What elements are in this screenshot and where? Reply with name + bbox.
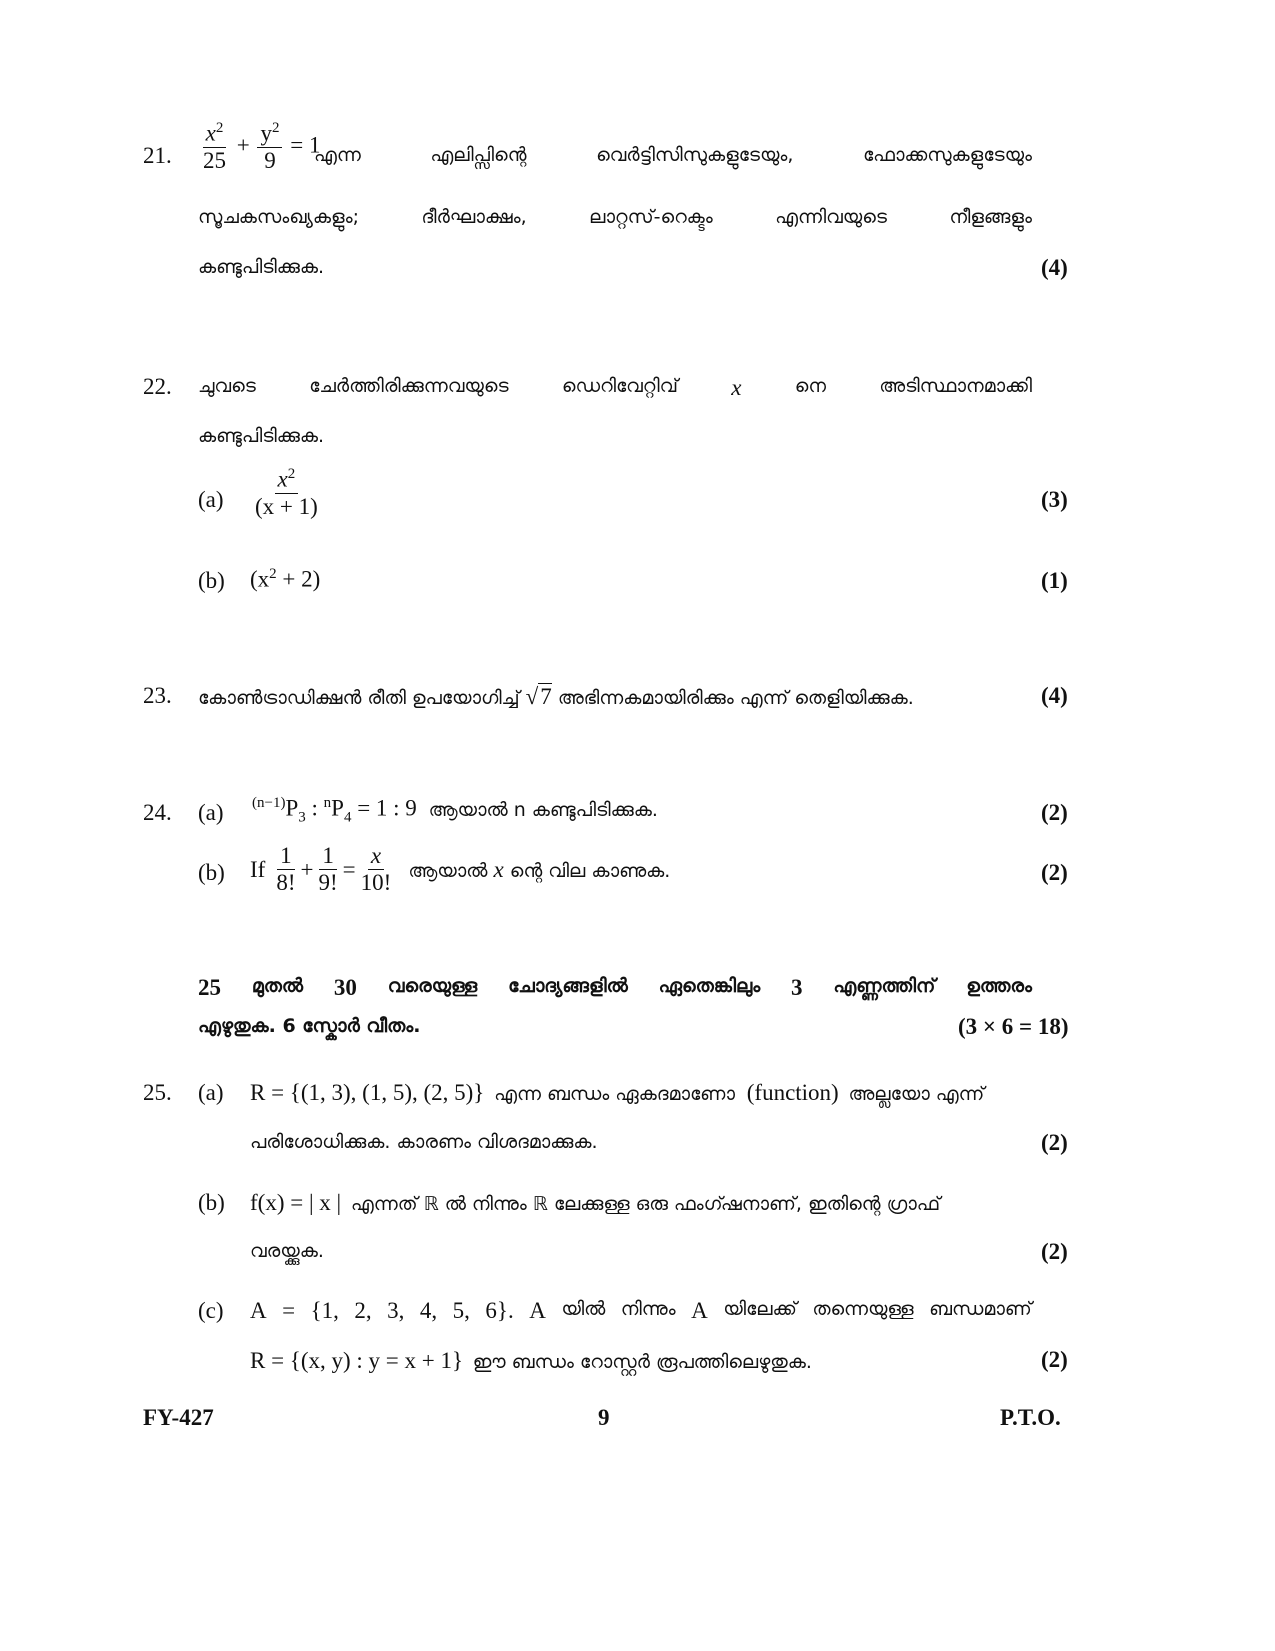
q21-word: വെർട്ടിസിസുകളുടേയും, bbox=[596, 144, 794, 166]
q25-a-function: (function) bbox=[746, 1080, 839, 1105]
q23-marks: (4) bbox=[1041, 683, 1068, 708]
q21-line2 bbox=[198, 206, 1032, 228]
section-word: മുതൽ bbox=[251, 975, 304, 997]
q25-c-set: R = {(x, y) : y = x + 1} bbox=[250, 1348, 464, 1373]
q25-c-word: A bbox=[529, 1298, 546, 1323]
q21-line1 bbox=[314, 144, 1032, 166]
q25-a-set: R = {(1, 3), (1, 5), (2, 5)} bbox=[250, 1080, 485, 1105]
q25-c-word: A bbox=[250, 1298, 267, 1323]
q24-a-p2: P bbox=[331, 795, 344, 821]
q24-b-text bbox=[408, 857, 670, 883]
q24-b-f3-num: x bbox=[368, 843, 384, 870]
q24-b-frac2 bbox=[315, 843, 340, 897]
q22-a-num-exp: 2 bbox=[287, 466, 296, 482]
section-word: 30 bbox=[333, 975, 357, 1000]
q21-line3: കണ്ടുപിടിക്കുക. bbox=[198, 256, 325, 278]
q22-line1 bbox=[198, 375, 1032, 401]
q21-word: ദീർഘാക്ഷം, bbox=[421, 206, 527, 228]
q22-b-label: (b) bbox=[198, 568, 225, 593]
q22-a-den: (x + 1) bbox=[255, 494, 318, 520]
q23-text-before: കോൺട്രാഡിക്ഷൻ രീതി ഉപയോഗിച്ച് bbox=[198, 687, 520, 709]
q25-c-text: ഈ ബന്ധം റോസ്റ്റർ രൂപത്തിലെഴുതുക. bbox=[472, 1351, 812, 1373]
q21-marks: (4) bbox=[1041, 255, 1068, 280]
q25-c-word: തന്നെയുള്ള bbox=[812, 1298, 914, 1320]
q22-line2: കണ്ടുപിടിക്കുക. bbox=[198, 425, 325, 447]
q24-a-ratio: = 1 : 9 bbox=[351, 795, 417, 821]
q25-b-label: (b) bbox=[198, 1190, 225, 1215]
q25-a-line1 bbox=[250, 1080, 984, 1106]
q25-c-word: 6}. bbox=[485, 1298, 514, 1323]
q22-word-x: x bbox=[731, 375, 742, 400]
q24-a-sub1: 3 bbox=[298, 809, 306, 826]
q24-b-label: (b) bbox=[198, 860, 225, 885]
q25-a-label: (a) bbox=[198, 1080, 224, 1105]
section-line1 bbox=[198, 975, 1032, 1001]
q21-equation bbox=[198, 120, 320, 175]
q21-frac-x bbox=[200, 120, 229, 175]
q24-b-f3-den: 10! bbox=[360, 870, 392, 896]
q22-a-marks: (3) bbox=[1041, 487, 1068, 512]
q22-word: അടിസ്ഥാനമാക്കി bbox=[879, 375, 1032, 397]
q24-a-sup1: (n−1) bbox=[252, 795, 286, 811]
q21-y-exp: 2 bbox=[271, 120, 280, 136]
q24-b-if: If bbox=[250, 856, 266, 882]
q23-sqrt bbox=[526, 684, 552, 709]
q25-a-line2: പരിശോധിക്കുക. കാരണം വിശദമാക്കുക. bbox=[250, 1131, 598, 1153]
q24-b-frac3 bbox=[358, 843, 395, 897]
q21-word: ഫോക്കസുകളുടേയും bbox=[863, 144, 1032, 166]
q22-b-expr bbox=[250, 566, 320, 593]
q25-c-word: = bbox=[282, 1298, 296, 1323]
q25-b-expr: f(x) = | x | bbox=[250, 1190, 342, 1215]
q24-a-label: (a) bbox=[198, 800, 224, 825]
q23-sqrt-value: 7 bbox=[540, 684, 552, 709]
q24-b-text-post: ന്റെ വില കാണുക. bbox=[509, 859, 671, 882]
q22-a-expr bbox=[250, 466, 323, 521]
q22-word: ഡെറിവേറ്റിവ് bbox=[561, 375, 678, 397]
footer-page-number: 9 bbox=[598, 1405, 610, 1430]
q21-word: സൂചകസംഖ്യകളും; bbox=[198, 206, 359, 228]
q24-a-sup2: n bbox=[323, 795, 332, 811]
q25-b-marks: (2) bbox=[1041, 1239, 1068, 1264]
q21-x-exp: 2 bbox=[215, 120, 224, 136]
q24-b-text-x: x bbox=[493, 856, 504, 882]
q22-word: ചേർത്തിരിക്കുന്നവയുടെ bbox=[309, 375, 509, 397]
section-word: എണ്ണത്തിന് bbox=[833, 975, 936, 997]
q24-a-marks: (2) bbox=[1041, 800, 1068, 825]
q23-text-after: അഭിന്നകമായിരിക്കും എന്ന് തെളിയിക്കുക. bbox=[557, 687, 914, 709]
q25-c-word: 4, bbox=[419, 1298, 438, 1323]
q22-word: നെ bbox=[794, 375, 826, 397]
q25-c-word: 3, bbox=[387, 1298, 405, 1323]
section-line2: എഴുതുക. 6 സ്കോർ വീതം. bbox=[198, 1015, 421, 1037]
q24-b-f2-den: 9! bbox=[318, 870, 338, 896]
q22-word: ചുവടെ bbox=[198, 375, 256, 397]
q24-b-frac1 bbox=[273, 843, 298, 897]
q23-line bbox=[198, 683, 914, 710]
q25-number: 25. bbox=[143, 1080, 172, 1105]
q24-b-eq: = bbox=[342, 856, 356, 882]
q22-a-frac bbox=[252, 466, 321, 521]
q24-a-expr bbox=[252, 795, 658, 826]
q21-word: എലിപ്സിന്റെ bbox=[430, 144, 527, 166]
q24-b-marks: (2) bbox=[1041, 860, 1068, 885]
q21-number: 21. bbox=[143, 143, 172, 168]
q21-word: നീളങ്ങളും bbox=[949, 206, 1032, 228]
q25-b-line1 bbox=[250, 1190, 940, 1216]
q25-b-line2: വരയ്ക്കുക. bbox=[250, 1240, 324, 1262]
q24-b-text-pre: ആയാൽ bbox=[408, 859, 488, 882]
q21-x: x bbox=[205, 120, 216, 146]
q23-sqrt-sign: √ bbox=[525, 684, 539, 709]
q21-x-den: 25 bbox=[203, 148, 226, 174]
q25-c-line2 bbox=[250, 1348, 812, 1374]
q25-b-text: എന്നത് ℝ ൽ നിന്നും ℝ ലേക്കുള്ള ഒരു ഫംഗ്ഷനാണ്, ഇതിന്റെ ഗ്രാഫ് bbox=[350, 1193, 941, 1215]
q25-a-text2: അല്ലയോ എന്ന് bbox=[848, 1083, 985, 1105]
section-marks: (3 × 6 = 18) bbox=[958, 1014, 1069, 1039]
q22-a-label: (a) bbox=[198, 487, 224, 512]
q22-a-num-x: x bbox=[277, 466, 288, 492]
q21-word: ലാറ്റസ്-റെക്ടം bbox=[589, 206, 713, 228]
q24-b-f1-num: 1 bbox=[277, 843, 295, 870]
q22-b-marks: (1) bbox=[1041, 568, 1068, 593]
q21-word: എന്നിവയുടെ bbox=[775, 206, 887, 228]
q25-c-word: 5, bbox=[452, 1298, 470, 1323]
section-word: ചോദ്യങ്ങളിൽ bbox=[508, 975, 628, 997]
q21-rhs: = 1 bbox=[290, 132, 321, 158]
footer-code: FY-427 bbox=[143, 1405, 214, 1430]
q25-c-marks: (2) bbox=[1041, 1347, 1068, 1372]
q24-b-expr bbox=[250, 843, 670, 897]
q25-c-line1 bbox=[250, 1298, 1032, 1324]
q22-number: 22. bbox=[143, 374, 172, 399]
q25-c-word: നിന്നും bbox=[620, 1298, 676, 1320]
q25-c-word: യിലേക്ക് bbox=[723, 1298, 797, 1320]
q24-number: 24. bbox=[143, 800, 172, 825]
q24-a-p1: P bbox=[285, 795, 299, 821]
q21-frac-y bbox=[257, 120, 282, 175]
q25-c-word: {1, bbox=[310, 1298, 339, 1323]
section-word: വരെയുള്ള bbox=[387, 975, 478, 997]
q21-y: y bbox=[260, 120, 272, 146]
q25-c-word: A bbox=[691, 1298, 708, 1323]
q24-a-colon: : bbox=[305, 795, 324, 821]
section-word: ഉത്തരം bbox=[966, 975, 1032, 997]
q22-b-open: (x bbox=[250, 566, 270, 592]
q24-a-sub2: 4 bbox=[343, 809, 352, 826]
section-word: 25 bbox=[198, 975, 221, 1000]
q25-c-word: യിൽ bbox=[561, 1298, 606, 1320]
q21-plus: + bbox=[236, 132, 250, 158]
section-word: ഏതെങ്കിലും bbox=[658, 975, 761, 997]
q25-c-label: (c) bbox=[198, 1298, 224, 1323]
q25-c-word: ബന്ധമാണ് bbox=[929, 1298, 1032, 1320]
q23-number: 23. bbox=[143, 683, 172, 708]
q25-a-marks: (2) bbox=[1041, 1130, 1068, 1155]
footer-pto: P.T.O. bbox=[1000, 1405, 1061, 1430]
q22-b-exp: 2 bbox=[269, 566, 277, 582]
q21-y-den: 9 bbox=[264, 148, 276, 174]
q25-a-text1: എന്ന ബന്ധം ഏകദമാണോ bbox=[494, 1083, 735, 1105]
q24-b-plus: + bbox=[300, 856, 314, 882]
q24-b-f1-den: 8! bbox=[276, 870, 296, 896]
section-word: 3 bbox=[791, 975, 803, 1000]
q24-a-text: ആയാൽ n കണ്ടുപിടിക്കുക. bbox=[428, 798, 658, 821]
q25-c-word: 2, bbox=[354, 1298, 372, 1323]
q22-b-rest: + 2) bbox=[276, 566, 321, 592]
q21-word: എന്ന bbox=[314, 144, 361, 166]
q24-b-f2-num: 1 bbox=[319, 843, 337, 870]
